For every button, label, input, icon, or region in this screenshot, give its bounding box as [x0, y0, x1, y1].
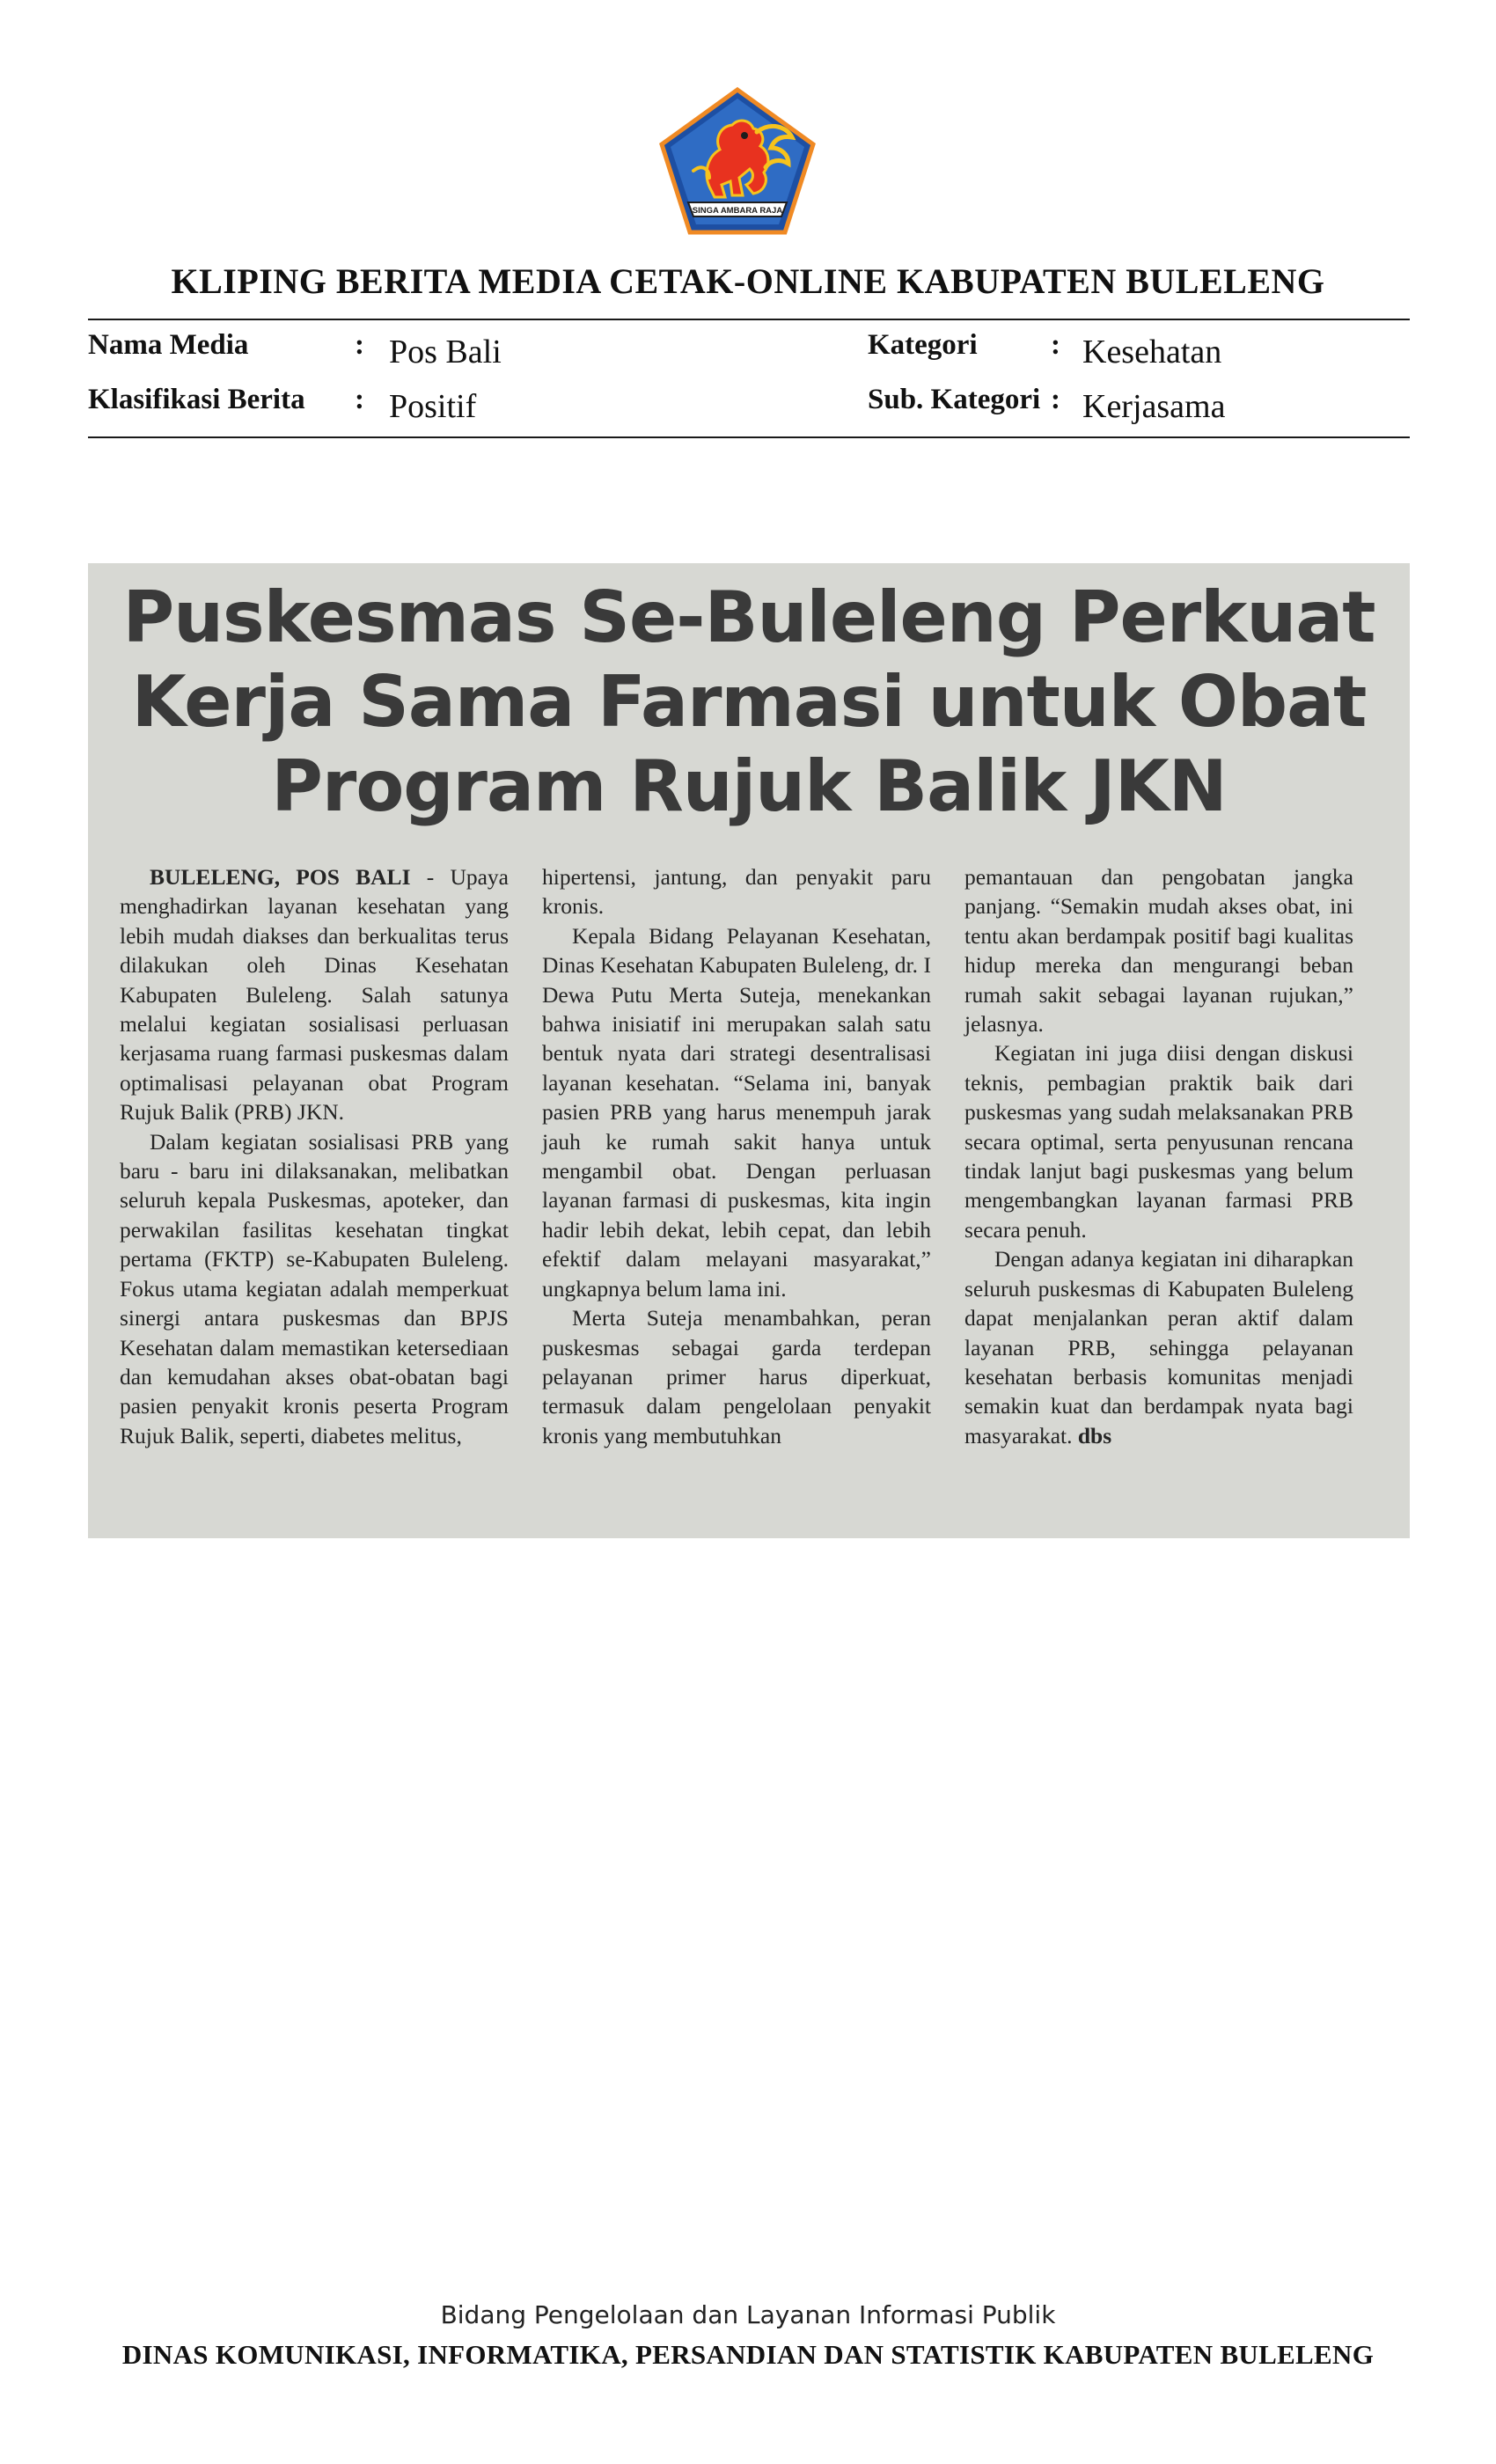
media-label: Nama Media — [88, 329, 249, 361]
article-paragraph: Dalam kegiatan sosialisasi PRB yang baru - baru ini dilaksanakan, melibatkan seluruh kepala Puskesmas, apoteker, dan perwakilan fasilitas kesehatan tingkat pertama (FKTP) se-Kabupaten Buleleng. Fokus utama kegiatan adalah memperkuat sinergi antara puskesmas dan BPJS Kesehatan dalam memastikan ketersediaan dan kemudahan akses obat-obatan bagi pasien penyakit kronis peserta Program Rujuk Balik, seperti, diabetes melitus, — [120, 1128, 509, 1448]
subkategori-value: Kerjasama — [1082, 388, 1226, 425]
article-text: Dengan adanya kegiatan ini diharapkan seluruh puskesmas di Kabupaten Buleleng dapat menjalankan peran aktif dalam layanan PRB, sehingga pelayanan kesehatan berbasis komunitas menjadi semakin kuat dan berdampak nyata bagi masyarakat. — [964, 1246, 1353, 1448]
article-paragraph: Merta Suteja menambahkan, peran puskesmas sebagai garda terdepan pelayanan primer harus diperkuat, termasuk dalam pengelolaan penyakit kronis yang membutuhkan — [542, 1305, 931, 1448]
kategori-label: Kategori — [868, 329, 978, 361]
article-paragraph: Kepala Bidang Pelayanan Kesehatan, Dinas Kesehatan Kabupaten Buleleng, dr. I Dewa Putu Merta Suteja, menekankan bahwa inisiatif ini merupakan salah satu bentuk nyata dari strategi desentralisasi layanan kesehatan. “Selama ini, banyak pasien PRB yang harus menempuh jarak jauh ke rumah sakit hanya untuk mengambil obat. Dengan perluasan layanan farmasi di puskesmas, kita ingin hadir lebih dekat, lebih cepat, dan lebih efektif dalam melayani masyarakat,” ungkapnya belum lama ini. — [542, 922, 931, 1302]
media-value: Pos Bali — [389, 334, 502, 370]
article-dateline: BULELENG, POS BALI — [150, 864, 411, 890]
article-column-2 — [542, 862, 931, 1450]
article-paragraph: pemantauan dan pengobatan jangka panjang. “Semakin mudah akses obat, ini tentu akan berdampak positif bagi kualitas hidup mereka dan mengurangi beban rumah sakit sebagai layanan rujukan,” jelasnya. — [964, 864, 1353, 1038]
logo-motto: SINGA AMBARA RAJA — [692, 206, 783, 216]
subkategori-colon: : — [1051, 384, 1060, 415]
footer-agency: DINAS KOMUNIKASI, INFORMATIKA, PERSANDIAN DAN STATISTIK KABUPATEN BULELENG — [121, 2339, 1375, 2370]
news-clipping — [88, 563, 1410, 1538]
klasifikasi-value: Positif — [389, 388, 477, 425]
article-signoff: dbs — [1077, 1422, 1112, 1448]
headline-line: Kerja Sama Farmasi untuk Obat — [131, 661, 1367, 743]
kategori-colon: : — [1051, 329, 1060, 361]
subkategori-label: Sub. Kategori — [868, 384, 1041, 415]
media-colon: : — [355, 329, 364, 361]
buleleng-logo — [658, 86, 817, 236]
kategori-value: Kesehatan — [1082, 334, 1222, 370]
headline-line: Program Rujuk Balik JKN — [271, 745, 1227, 827]
article-paragraph: hipertensi, jantung, dan penyakit paru kronis. — [542, 864, 931, 920]
footer-unit: Bidang Pengelolaan dan Layanan Informasi Publik — [440, 2300, 1056, 2329]
article-column-3 — [964, 862, 1353, 1450]
klasifikasi-label: Klasifikasi Berita — [88, 384, 305, 415]
article-text: - Upaya menghadirkan layanan kesehatan yang lebih mudah diakses dan berkualitas terus dilakukan oleh Dinas Kesehatan Kabupaten Buleleng. Salah satunya melalui kegiatan sosialisasi perluasan kerjasama ruang farmasi puskesmas dalam optimalisasi pelayanan obat Program Rujuk Balik (PRB) JKN. — [120, 864, 510, 1126]
article-headline — [88, 576, 1410, 829]
article-paragraph — [964, 1244, 1353, 1450]
header-divider-top — [88, 319, 1410, 320]
headline-line: Puskesmas Se-Buleleng Perkuat — [122, 576, 1375, 658]
header-divider-bottom — [88, 436, 1410, 438]
klasifikasi-colon: : — [355, 384, 364, 415]
article-column-1 — [120, 862, 509, 1450]
article-paragraph — [120, 862, 509, 1127]
kliping-title: KLIPING BERITA MEDIA CETAK-ONLINE KABUPATEN BULELENG — [171, 261, 1325, 301]
article-paragraph: Kegiatan ini juga diisi dengan diskusi teknis, pembagian praktik baik dari puskesmas yang sudah melaksanakan PRB secara optimal, serta penyusunan rencana tindak lanjut bagi puskesmas yang belum mengembangkan layanan farmasi PRB secara penuh. — [964, 1040, 1353, 1243]
